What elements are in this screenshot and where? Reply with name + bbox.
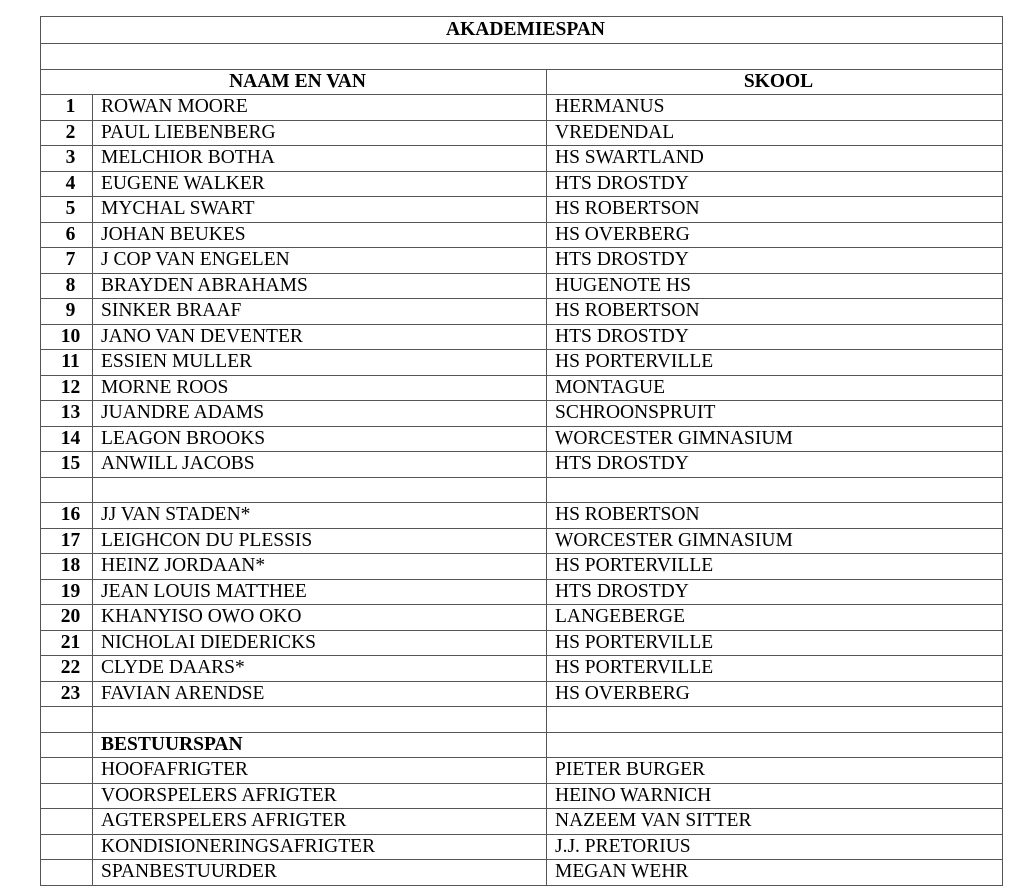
player-school: HERMANUS: [547, 95, 1003, 121]
player-number: 22: [41, 656, 93, 682]
player-school: HS PORTERVILLE: [547, 656, 1003, 682]
empty-cell: [41, 860, 93, 886]
player-school: WORCESTER GIMNASIUM: [547, 426, 1003, 452]
player-number: 13: [41, 401, 93, 427]
name-column-header: NAAM EN VAN: [41, 69, 547, 95]
management-heading: BESTUURSPAN: [93, 732, 547, 758]
player-school: HTS DROSTDY: [547, 579, 1003, 605]
player-number: 6: [41, 222, 93, 248]
player-row: [41, 350, 1003, 376]
player-school: HS OVERBERG: [547, 222, 1003, 248]
staff-role: KONDISIONERINGSAFRIGTER: [93, 834, 547, 860]
player-name: KHANYISO OWO OKO: [93, 605, 547, 631]
player-number: 17: [41, 528, 93, 554]
player-school: HS SWARTLAND: [547, 146, 1003, 172]
player-number: 21: [41, 630, 93, 656]
player-row: [41, 426, 1003, 452]
player-name: ESSIEN MULLER: [93, 350, 547, 376]
player-school: HTS DROSTDY: [547, 248, 1003, 274]
player-school: SCHROONSPRUIT: [547, 401, 1003, 427]
empty-cell: [41, 732, 93, 758]
staff-name: MEGAN WEHR: [547, 860, 1003, 886]
staff-row: [41, 834, 1003, 860]
empty-cell: [41, 834, 93, 860]
player-row: [41, 452, 1003, 478]
player-school: VREDENDAL: [547, 120, 1003, 146]
empty-cell: [41, 44, 1003, 70]
player-name: FAVIAN ARENDSE: [93, 681, 547, 707]
player-row: [41, 120, 1003, 146]
empty-cell: [93, 707, 547, 733]
player-number: 8: [41, 273, 93, 299]
player-name: ROWAN MOORE: [93, 95, 547, 121]
player-name: HEINZ JORDAAN*: [93, 554, 547, 580]
player-row: [41, 503, 1003, 529]
player-name: MYCHAL SWART: [93, 197, 547, 223]
player-name: CLYDE DAARS*: [93, 656, 547, 682]
player-number: 10: [41, 324, 93, 350]
player-school: HTS DROSTDY: [547, 324, 1003, 350]
player-name: JANO VAN DEVENTER: [93, 324, 547, 350]
staff-role: AGTERSPELERS AFRIGTER: [93, 809, 547, 835]
player-number: 23: [41, 681, 93, 707]
player-row: [41, 222, 1003, 248]
player-number: 20: [41, 605, 93, 631]
staff-row: [41, 783, 1003, 809]
table-title: AKADEMIESPAN: [41, 17, 1003, 44]
player-number: 11: [41, 350, 93, 376]
empty-cell: [547, 477, 1003, 503]
player-name: LEIGHCON DU PLESSIS: [93, 528, 547, 554]
player-row: [41, 656, 1003, 682]
staff-row: [41, 809, 1003, 835]
player-row: [41, 554, 1003, 580]
player-school: HS ROBERTSON: [547, 197, 1003, 223]
player-name: MELCHIOR BOTHA: [93, 146, 547, 172]
player-row: [41, 605, 1003, 631]
staff-row: [41, 860, 1003, 886]
staff-name: NAZEEM VAN SITTER: [547, 809, 1003, 835]
player-number: 19: [41, 579, 93, 605]
empty-cell: [41, 783, 93, 809]
player-school: HS OVERBERG: [547, 681, 1003, 707]
player-school: HS PORTERVILLE: [547, 350, 1003, 376]
player-name: JEAN LOUIS MATTHEE: [93, 579, 547, 605]
empty-cell: [93, 477, 547, 503]
empty-cell: [41, 809, 93, 835]
staff-role: VOORSPELERS AFRIGTER: [93, 783, 547, 809]
player-row: [41, 324, 1003, 350]
player-row: [41, 171, 1003, 197]
player-name: JUANDRE ADAMS: [93, 401, 547, 427]
header-row: [41, 69, 1003, 95]
player-name: NICHOLAI DIEDERICKS: [93, 630, 547, 656]
player-number: 14: [41, 426, 93, 452]
player-school: WORCESTER GIMNASIUM: [547, 528, 1003, 554]
management-heading-row: [41, 732, 1003, 758]
staff-role: SPANBESTUURDER: [93, 860, 547, 886]
player-row: [41, 197, 1003, 223]
player-school: MONTAGUE: [547, 375, 1003, 401]
player-number: 4: [41, 171, 93, 197]
player-school: HS ROBERTSON: [547, 503, 1003, 529]
player-number: 7: [41, 248, 93, 274]
empty-cell: [547, 707, 1003, 733]
player-row: [41, 248, 1003, 274]
player-school: HS PORTERVILLE: [547, 554, 1003, 580]
player-number: 3: [41, 146, 93, 172]
player-number: 5: [41, 197, 93, 223]
player-name: J COP VAN ENGELEN: [93, 248, 547, 274]
player-row: [41, 299, 1003, 325]
player-name: LEAGON BROOKS: [93, 426, 547, 452]
empty-cell: [41, 477, 93, 503]
player-school: HTS DROSTDY: [547, 171, 1003, 197]
player-name: JJ VAN STADEN*: [93, 503, 547, 529]
player-name: PAUL LIEBENBERG: [93, 120, 547, 146]
spacer-row: [41, 44, 1003, 70]
player-row: [41, 95, 1003, 121]
player-row: [41, 375, 1003, 401]
staff-name: PIETER BURGER: [547, 758, 1003, 784]
player-row: [41, 273, 1003, 299]
title-row: [41, 17, 1003, 44]
player-number: 9: [41, 299, 93, 325]
player-number: 16: [41, 503, 93, 529]
spacer-row: [41, 707, 1003, 733]
player-number: 2: [41, 120, 93, 146]
player-number: 1: [41, 95, 93, 121]
player-name: BRAYDEN ABRAHAMS: [93, 273, 547, 299]
player-name: ANWILL JACOBS: [93, 452, 547, 478]
player-name: MORNE ROOS: [93, 375, 547, 401]
staff-row: [41, 758, 1003, 784]
player-row: [41, 579, 1003, 605]
spacer-row: [41, 477, 1003, 503]
empty-cell: [41, 758, 93, 784]
player-name: JOHAN BEUKES: [93, 222, 547, 248]
squad-table-body: [41, 17, 1003, 886]
player-row: [41, 401, 1003, 427]
staff-name: HEINO WARNICH: [547, 783, 1003, 809]
player-number: 18: [41, 554, 93, 580]
player-row: [41, 681, 1003, 707]
player-school: HUGENOTE HS: [547, 273, 1003, 299]
player-school: HS ROBERTSON: [547, 299, 1003, 325]
empty-cell: [547, 732, 1003, 758]
player-name: SINKER BRAAF: [93, 299, 547, 325]
player-school: HTS DROSTDY: [547, 452, 1003, 478]
school-column-header: SKOOL: [547, 69, 1003, 95]
player-school: HS PORTERVILLE: [547, 630, 1003, 656]
player-school: LANGEBERGE: [547, 605, 1003, 631]
squad-table: [40, 16, 1003, 886]
player-number: 12: [41, 375, 93, 401]
empty-cell: [41, 707, 93, 733]
staff-name: J.J. PRETORIUS: [547, 834, 1003, 860]
staff-role: HOOFAFRIGTER: [93, 758, 547, 784]
player-row: [41, 630, 1003, 656]
player-name: EUGENE WALKER: [93, 171, 547, 197]
player-row: [41, 528, 1003, 554]
player-row: [41, 146, 1003, 172]
player-number: 15: [41, 452, 93, 478]
